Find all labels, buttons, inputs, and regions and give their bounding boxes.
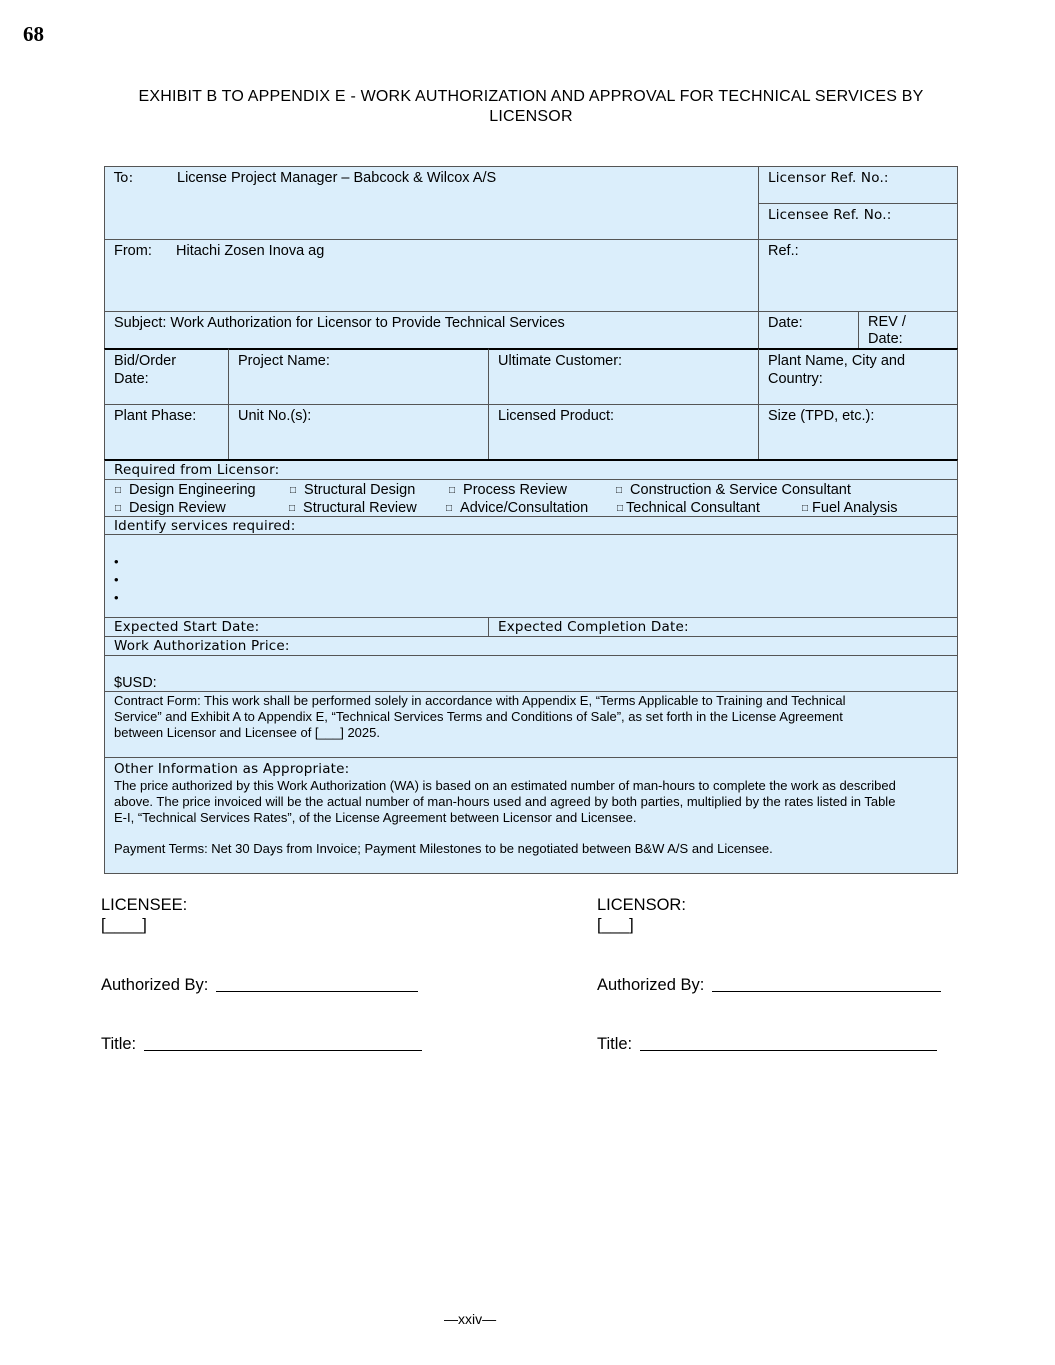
licensor-title-label: Title: bbox=[597, 1035, 633, 1053]
checkbox-structural-design[interactable] bbox=[290, 481, 415, 500]
required-from-licensor-label: Required from Licensor: bbox=[114, 462, 280, 478]
size-cell[interactable] bbox=[758, 404, 958, 460]
expected-completion-date-label: Expected Completion Date: bbox=[498, 619, 689, 635]
licensee-title-label: Title: bbox=[101, 1035, 137, 1053]
checkbox-icon[interactable]: □ bbox=[802, 503, 809, 514]
service-bullet: • bbox=[114, 590, 119, 605]
checkbox-icon[interactable]: □ bbox=[446, 503, 453, 514]
wa-price-label: Work Authorization Price: bbox=[114, 638, 290, 654]
licensed-product-label: Licensed Product: bbox=[498, 408, 615, 424]
project-name-label: Project Name: bbox=[238, 353, 330, 369]
ref-cell[interactable] bbox=[758, 239, 958, 312]
checkbox-icon[interactable]: □ bbox=[289, 503, 296, 514]
checkbox-design-engineering[interactable] bbox=[115, 481, 256, 500]
ultimate-customer-cell[interactable] bbox=[488, 348, 759, 405]
checkbox-label: Technical Consultant bbox=[626, 500, 760, 516]
plant-phase-label: Plant Phase: bbox=[114, 408, 197, 424]
page-number: 68 bbox=[23, 22, 44, 46]
checkbox-construction-service-consultant[interactable] bbox=[616, 481, 851, 500]
other-info-line-2: above. The price invoiced will be the actual number of man-hours used and agreed by both parties, multiplied by the rates listed in Table bbox=[114, 794, 896, 809]
service-bullet: • bbox=[114, 572, 119, 587]
checkbox-label: Structural Review bbox=[303, 500, 417, 516]
other-info-cell bbox=[104, 757, 958, 874]
licensee-authorized-by-label: Authorized By: bbox=[101, 976, 209, 994]
checkbox-label: Fuel Analysis bbox=[812, 500, 898, 516]
expected-start-date-label: Expected Start Date: bbox=[114, 619, 260, 635]
from-cell[interactable] bbox=[104, 239, 759, 312]
licensor-authorized-by-label: Authorized By: bbox=[597, 976, 705, 994]
checkbox-process-review[interactable] bbox=[449, 481, 567, 500]
checkbox-label: Process Review bbox=[463, 482, 567, 498]
contract-form-line-1: Contract Form: This work shall be performed solely in accordance with Appendix E, “Terms Applicable to Training and Technical bbox=[114, 693, 846, 708]
payment-terms: Payment Terms: Net 30 Days from Invoice; Payment Milestones to be negotiated between B&W A/S and Licensee. bbox=[114, 841, 773, 856]
licensee-block bbox=[101, 895, 187, 935]
bid-order-label: Bid/Order bbox=[114, 353, 177, 369]
licensor-authorized-by-line[interactable] bbox=[712, 977, 941, 992]
title-line-2: LICENSOR bbox=[489, 108, 573, 125]
expected-completion-date-cell[interactable] bbox=[488, 617, 958, 637]
rev-date-cell[interactable] bbox=[858, 311, 958, 349]
checkbox-icon[interactable]: □ bbox=[290, 485, 297, 496]
from-value: Hitachi Zosen Inova ag bbox=[176, 243, 325, 259]
to-cell[interactable] bbox=[104, 166, 759, 240]
rev-label: REV / bbox=[868, 314, 906, 330]
usd-label: $USD: bbox=[114, 675, 157, 691]
subject-cell[interactable] bbox=[104, 311, 759, 349]
licensed-product-cell[interactable] bbox=[488, 404, 759, 460]
checkbox-icon[interactable]: □ bbox=[115, 503, 122, 514]
service-bullet: • bbox=[114, 554, 119, 569]
required-from-licensor-header bbox=[104, 459, 958, 480]
services-list-area[interactable] bbox=[104, 534, 958, 618]
licensor-title-line[interactable] bbox=[640, 1036, 937, 1051]
licensee-authorized-by-row bbox=[101, 975, 418, 995]
bid-order-date-label: Date: bbox=[114, 371, 149, 387]
checkbox-label: Advice/Consultation bbox=[460, 500, 589, 516]
plant-phase-cell[interactable] bbox=[104, 404, 229, 460]
checkbox-icon[interactable]: □ bbox=[115, 485, 122, 496]
from-label: From: bbox=[114, 243, 152, 259]
other-info-line-1: The price authorized by this Work Authorization (WA) is based on an estimated number of man-hours to complete the work as described bbox=[114, 778, 896, 793]
title-line-1: EXHIBIT B TO APPENDIX E - WORK AUTHORIZATION AND APPROVAL FOR TECHNICAL SERVICES BY bbox=[138, 88, 924, 105]
other-info-line-3: E-I, “Technical Services Rates”, of the License Agreement between Licensor and Licensee. bbox=[114, 810, 637, 825]
licensee-label: LICENSEE: bbox=[101, 896, 188, 914]
licensee-title-line[interactable] bbox=[144, 1036, 422, 1051]
other-info-heading: Other Information as Appropriate: bbox=[114, 761, 350, 777]
contract-form-cell bbox=[104, 691, 958, 758]
licensor-label: LICENSOR: bbox=[597, 896, 686, 914]
licensor-ref-label: Licensor Ref. No.: bbox=[768, 170, 889, 186]
bid-order-date-cell[interactable] bbox=[104, 348, 229, 405]
licensor-authorized-by-row bbox=[597, 975, 941, 995]
rev-date-label: Date: bbox=[868, 331, 903, 347]
licensor-ref-cell[interactable] bbox=[758, 166, 958, 204]
ref-label: Ref.: bbox=[768, 243, 799, 259]
checkbox-icon[interactable]: □ bbox=[449, 485, 456, 496]
licensee-authorized-by-line[interactable] bbox=[216, 977, 418, 992]
plant-country-label: Country: bbox=[768, 371, 823, 387]
licensor-block bbox=[597, 895, 686, 935]
plant-name-cell[interactable] bbox=[758, 348, 958, 405]
licensor-title-row bbox=[597, 1034, 937, 1054]
licensor-blank[interactable]: [___] bbox=[597, 916, 634, 934]
page-footer: —xxiv— bbox=[444, 1311, 497, 1327]
unit-nos-cell[interactable] bbox=[228, 404, 489, 460]
licensee-ref-cell[interactable] bbox=[758, 203, 958, 240]
services-checkbox-group bbox=[104, 479, 958, 517]
usd-amount-cell[interactable] bbox=[104, 655, 958, 692]
to-value: License Project Manager – Babcock & Wilcox A/S bbox=[177, 170, 497, 186]
wa-price-header bbox=[104, 636, 958, 656]
checkbox-label: Construction & Service Consultant bbox=[630, 482, 851, 498]
licensee-blank[interactable]: [____] bbox=[101, 916, 147, 934]
contract-form-line-3: between Licensor and Licensee of [___] 2025. bbox=[114, 725, 380, 740]
identify-services-header bbox=[104, 516, 958, 535]
subject-text: Subject: Work Authorization for Licensor to Provide Technical Services bbox=[114, 315, 565, 331]
project-name-cell[interactable] bbox=[228, 348, 489, 405]
licensee-ref-label: Licensee Ref. No.: bbox=[768, 207, 892, 223]
plant-name-label: Plant Name, City and bbox=[768, 353, 906, 369]
contract-form-line-2: Service” and Exhibit A to Appendix E, “Technical Services Terms and Conditions of Sale”, as set forth in the License Agreement bbox=[114, 709, 843, 724]
identify-services-label: Identify services required: bbox=[114, 518, 296, 534]
ultimate-customer-label: Ultimate Customer: bbox=[498, 353, 623, 369]
checkbox-label: Structural Design bbox=[304, 482, 416, 498]
checkbox-icon[interactable]: □ bbox=[616, 485, 623, 496]
unit-nos-label: Unit No.(s): bbox=[238, 408, 312, 424]
licensee-title-row bbox=[101, 1034, 422, 1054]
size-label: Size (TPD, etc.): bbox=[768, 408, 875, 424]
date-cell[interactable] bbox=[758, 311, 859, 349]
expected-start-date-cell[interactable] bbox=[104, 617, 489, 637]
to-label: To: bbox=[114, 170, 134, 186]
checkbox-icon[interactable]: □ bbox=[617, 503, 624, 514]
checkbox-label: Design Engineering bbox=[129, 482, 256, 498]
exhibit-title bbox=[100, 87, 962, 127]
date-label: Date: bbox=[768, 315, 803, 331]
checkbox-label: Design Review bbox=[129, 500, 226, 516]
